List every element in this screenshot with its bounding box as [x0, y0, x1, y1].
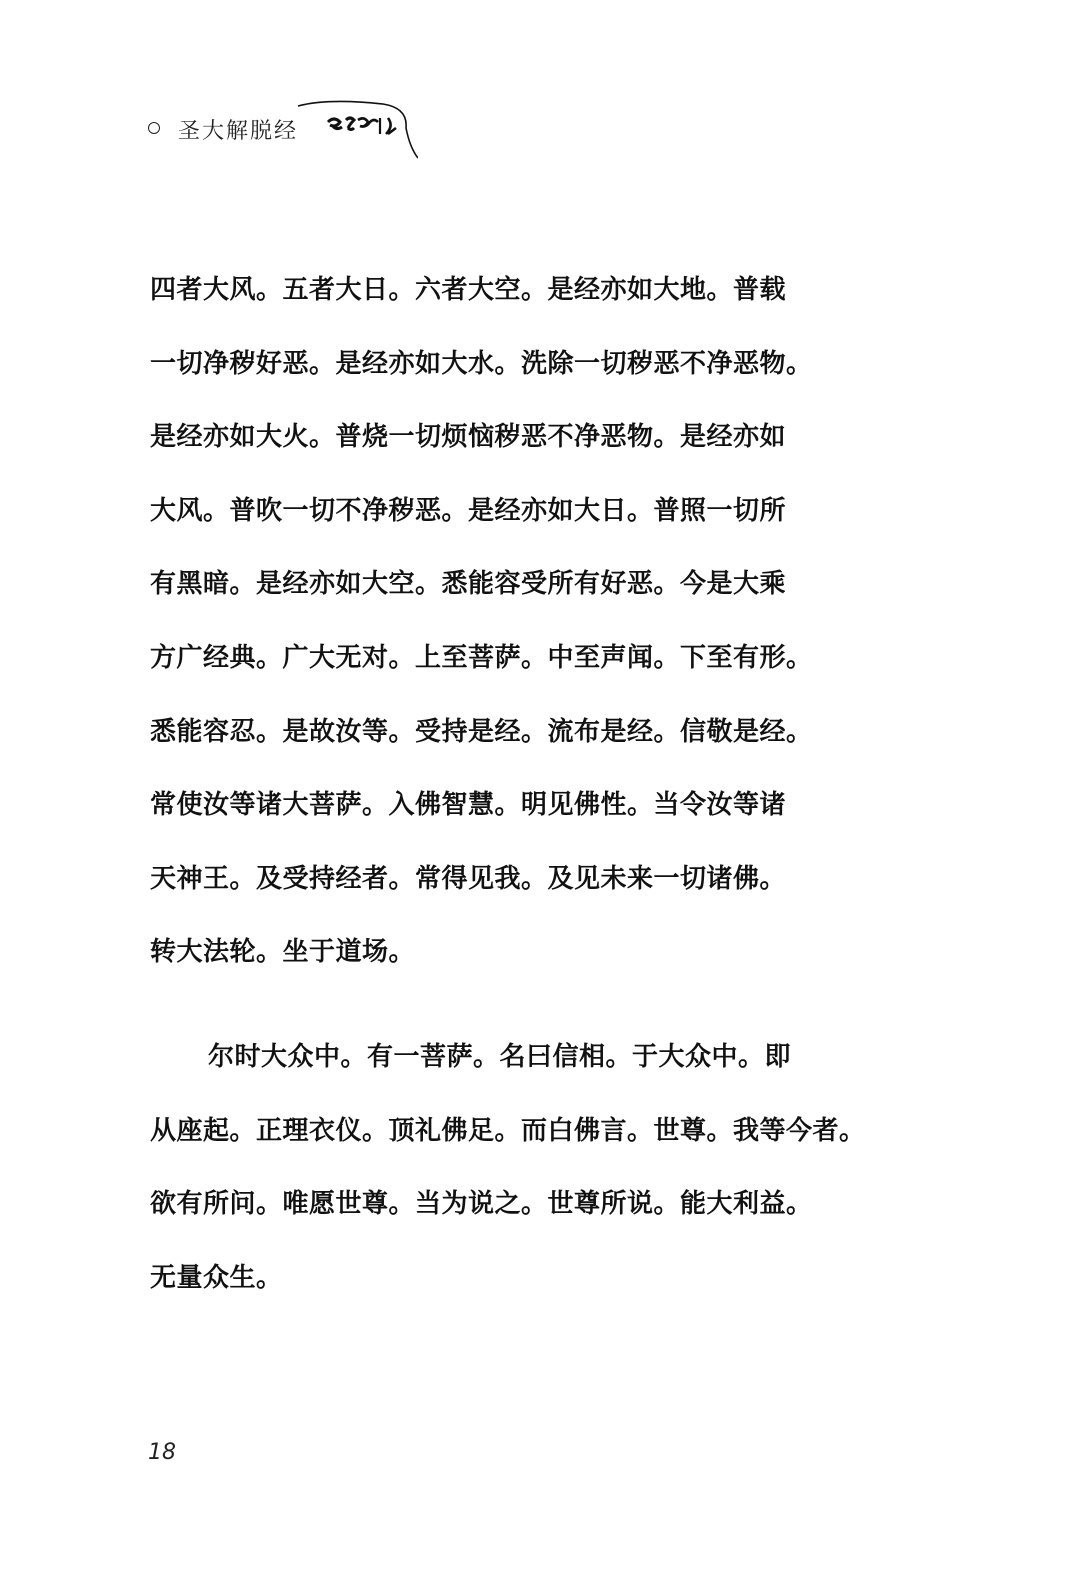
hollow-circle-icon: [148, 122, 160, 134]
text-line: 悉能容忍。是故汝等。受持是经。流布是经。信敬是经。: [150, 716, 813, 747]
page-number: 18: [148, 1440, 176, 1465]
book-title: 圣大解脱经: [178, 119, 299, 144]
text-line: 天神王。及受持经者。常得见我。及见未来一切诸佛。: [150, 863, 787, 894]
text-line: 是经亦如大火。普烧一切烦恼秽恶不净恶物。是经亦如: [150, 422, 787, 453]
text-line: 常使汝等诸大菩萨。入佛智慧。明见佛性。当令汝等诸: [150, 790, 787, 821]
text-line: 欲有所问。唯愿世尊。当为说之。世尊所说。能大利益。: [150, 1189, 813, 1220]
text-line: 方广经典。广大无对。上至菩萨。中至声闻。下至有形。: [150, 642, 813, 673]
text-line: 转大法轮。坐于道场。: [150, 937, 416, 968]
text-line: 有黑暗。是经亦如大空。悉能容受所有好恶。今是大乘: [150, 569, 787, 600]
text-line: 四者大风。五者大日。六者大空。是经亦如大地。普载: [150, 275, 787, 305]
text-line: 无量众生。: [150, 1262, 283, 1293]
text-line: 一切净秽好恶。是经亦如大水。洗除一切秽恶不净恶物。: [150, 348, 813, 379]
tibetan-script-logo-icon: [288, 98, 418, 160]
paragraph-1: [150, 254, 870, 990]
text-line: 尔时大众中。有一菩萨。名曰信相。于大众中。即: [208, 1042, 792, 1072]
paragraph-2: [150, 1021, 870, 1315]
text-line: 大风。普吹一切不净秽恶。是经亦如大日。普照一切所: [150, 495, 787, 526]
text-line: 从座起。正理衣仪。顶礼佛足。而白佛言。世尊。我等今者。: [150, 1115, 866, 1146]
running-header: [148, 104, 468, 164]
